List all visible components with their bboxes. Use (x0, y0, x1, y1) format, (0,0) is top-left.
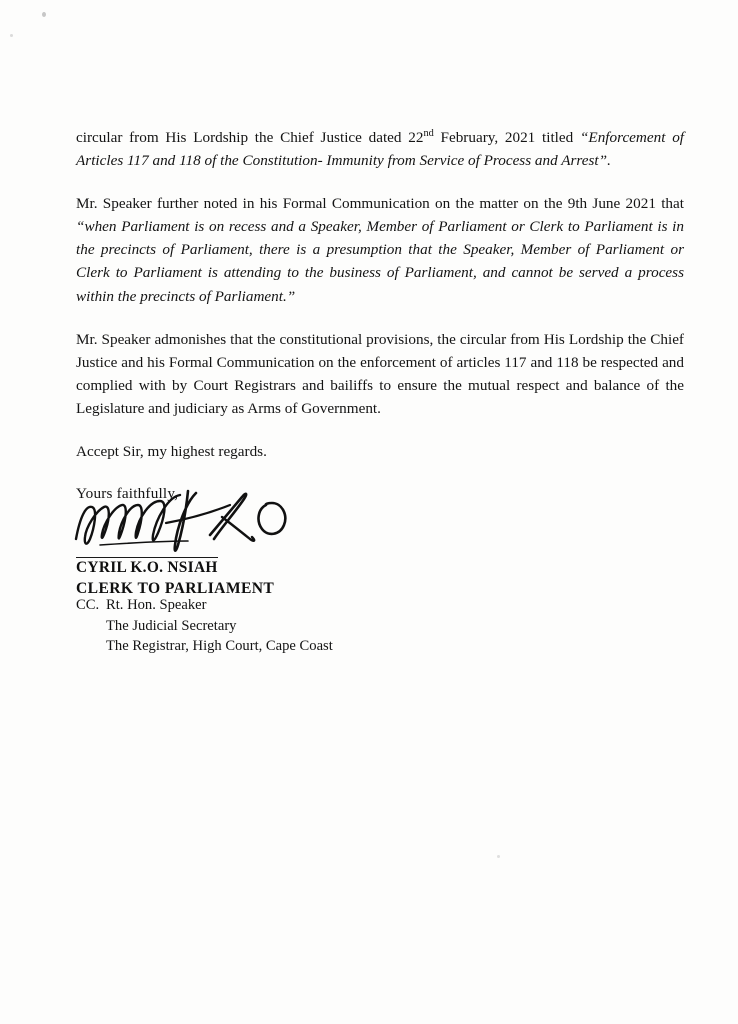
paragraph-3-text: Mr. Speaker admonishes that the constitutional provisions, the circular from His Lordship the Chief Justice and his Formal Communication on the enforcement of articles 117 and 118 be respected and complied with by Court Registrars and bailiffs to ensure the mutual respect and balance of the Legislature and judiciary as Arms of Government. (76, 330, 684, 417)
cc-block (76, 595, 333, 657)
scan-speckle (497, 855, 500, 858)
cc-recipient: Rt. Hon. Speaker (106, 597, 207, 613)
paragraph-4-text: Accept Sir, my highest regards. (76, 443, 267, 461)
signer-title: CLERK TO PARLIAMENT (76, 580, 275, 597)
salutation: Yours faithfully, (76, 485, 179, 502)
cc-recipient-list (106, 595, 333, 657)
paragraph-1-segment-3: February, 2021 titled (433, 129, 580, 146)
cc-recipient: The Registrar, High Court, Cape Coast (106, 638, 333, 655)
letter-body (76, 126, 684, 463)
signer-name: CYRIL K.O. NSIAH (76, 559, 218, 576)
scan-speckle (10, 34, 13, 37)
scan-speckle (42, 12, 46, 17)
paragraph-4-closing-regards (76, 440, 684, 463)
paragraph-2-quotation: “when Parliament is on recess and a Speaker, Member of Parliament or Clerk to Parliament is in the precincts of Parliament, there is a presumption that the Speaker, Member of Parliament or Clerk to Parliament is attending to the business of Parliament, and cannot be served a process within the precincts of Parliament.” (76, 218, 684, 305)
signature-area (76, 499, 476, 555)
paragraph-2-segment-1: Mr. Speaker further noted in his Formal Communication on the matter on the 9th June 2021 that (76, 195, 684, 213)
paragraph-2 (76, 192, 684, 307)
paragraph-1 (76, 126, 684, 172)
cc-first-row (76, 595, 333, 657)
cc-label: CC. (76, 597, 100, 613)
signature-block (76, 485, 476, 598)
cc-recipient: The Judicial Secretary (106, 617, 237, 634)
paragraph-1-quoted-title: “Enforcement of Articles 117 and 118 of the Constitution- Immunity from Service of Process and Arrest”. (76, 129, 685, 170)
paragraph-1-segment-1: circular from His Lordship the Chief Justice dated 22 (76, 129, 424, 146)
paragraph-3 (76, 328, 684, 420)
paragraph-1-ordinal-suffix: nd (423, 127, 434, 139)
